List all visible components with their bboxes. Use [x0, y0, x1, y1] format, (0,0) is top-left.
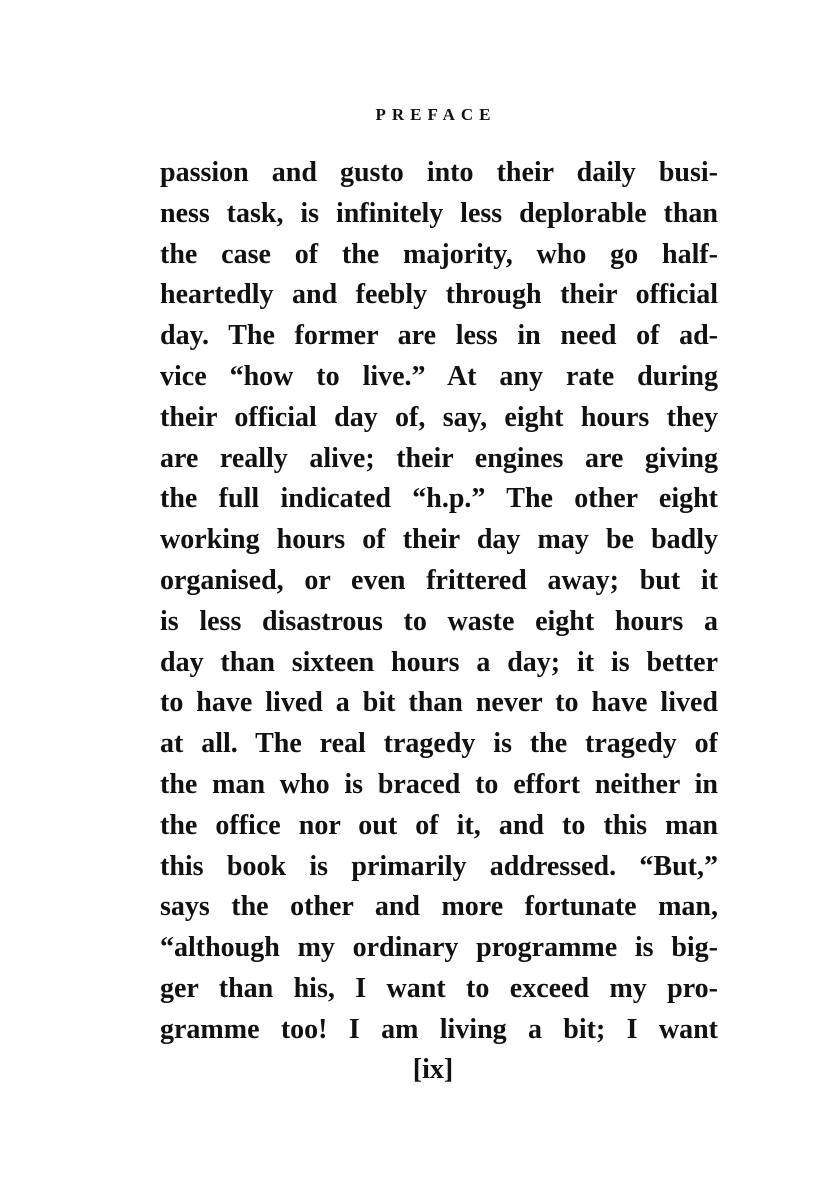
text-line: vice “how to live.” At any rate during	[160, 360, 718, 392]
text-line: heartedly and feebly through their official	[160, 279, 718, 311]
text-line: to have lived a bit than never to have lived	[160, 687, 718, 719]
text-line: the man who is braced to effort neither in	[160, 768, 718, 800]
text-line: “although my ordinary programme is big-	[160, 932, 718, 964]
text-line: ness task, is infinitely less deplorable than	[160, 197, 718, 229]
text-line: day. The former are less in need of ad-	[160, 320, 718, 352]
text-line: day than sixteen hours a day; it is better	[160, 646, 718, 678]
text-line: this book is primarily addressed. “But,”	[160, 850, 718, 882]
text-line: are really alive; their engines are giving	[160, 442, 718, 474]
text-line: passion and gusto into their daily busi-	[160, 157, 718, 188]
preface-body-text	[160, 153, 718, 1051]
page-number: [ix]	[412, 1054, 454, 1085]
text-line: working hours of their day may be badly	[160, 524, 718, 556]
text-line: is less disastrous to waste eight hours a	[160, 605, 718, 637]
text-line: gramme too! I am living a bit; I want	[160, 1013, 718, 1045]
text-line: the case of the majority, who go half-	[160, 238, 718, 270]
text-line: says the other and more fortunate man,	[160, 891, 718, 923]
text-line: their official day of, say, eight hours they	[160, 401, 718, 433]
text-line: the full indicated “h.p.” The other eight	[160, 483, 718, 515]
text-line: organised, or even frittered away; but it	[160, 564, 718, 596]
text-line: at all. The real tragedy is the tragedy of	[160, 728, 718, 760]
running-header: PREFACE	[375, 105, 497, 124]
text-line: ger than his, I want to exceed my pro-	[160, 972, 718, 1004]
text-line: the office nor out of it, and to this man	[160, 809, 718, 841]
